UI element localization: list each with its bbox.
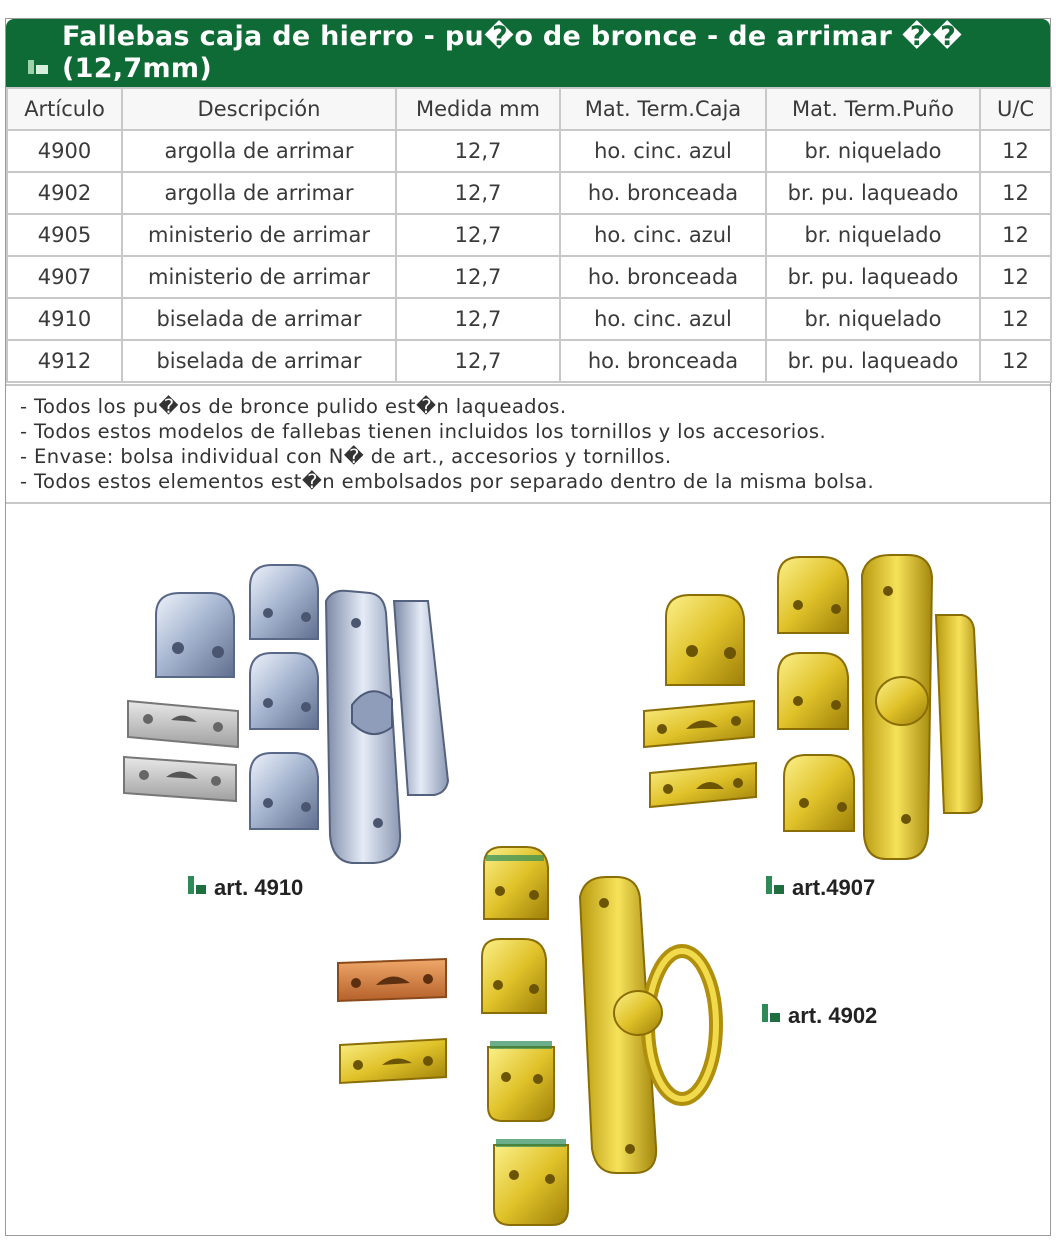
green-bullet-icon [762, 1004, 782, 1024]
table-row [7, 214, 1051, 256]
cell-descripcion: ministerio de arrimar [122, 256, 396, 298]
table-header-row [7, 88, 1051, 130]
cell-uc: 12 [980, 298, 1051, 340]
part-group-4907 [644, 555, 982, 859]
panel-title: Fallebas caja de hierro - pu�o de bronce - de arrimar �� (12,7mm) [62, 21, 963, 84]
cell-uc: 12 [980, 214, 1051, 256]
green-bullet-icon [28, 60, 50, 74]
col-header-uc: U/C [980, 88, 1051, 130]
cell-articulo: 4910 [7, 298, 122, 340]
notes-section [6, 384, 1050, 504]
cell-medida: 12,7 [396, 340, 560, 382]
product-photo [6, 505, 1050, 1235]
products-table [6, 87, 1052, 383]
table-row [7, 172, 1051, 214]
cell-uc: 12 [980, 340, 1051, 382]
cell-articulo: 4902 [7, 172, 122, 214]
table-row [7, 340, 1051, 382]
cell-medida: 12,7 [396, 214, 560, 256]
green-bullet-icon [188, 876, 208, 896]
product-illustration [6, 505, 1050, 1235]
cell-articulo: 4907 [7, 256, 122, 298]
note-line: - Envase: bolsa individual con N� de art., accesorios y tornillos. [20, 445, 672, 468]
cell-mat-puno: br. niquelado [766, 214, 980, 256]
cell-mat-caja: ho. bronceada [560, 340, 766, 382]
cell-mat-puno: br. pu. laqueado [766, 172, 980, 214]
panel-header [6, 19, 1050, 87]
green-bullet-icon [766, 876, 786, 896]
cell-descripcion: argolla de arrimar [122, 172, 396, 214]
cell-articulo: 4900 [7, 130, 122, 172]
col-header-medida: Medida mm [396, 88, 560, 130]
cell-medida: 12,7 [396, 130, 560, 172]
caption-4910 [188, 875, 303, 901]
col-header-mat-puno: Mat. Term.Puño [766, 88, 980, 130]
caption-4902 [762, 1003, 877, 1029]
note-line: - Todos estos elementos est�n embolsados por separado dentro de la misma bolsa. [20, 470, 875, 493]
cell-medida: 12,7 [396, 298, 560, 340]
cell-mat-puno: br. pu. laqueado [766, 340, 980, 382]
col-header-descripcion: Descripción [122, 88, 396, 130]
note-line: - Todos estos modelos de fallebas tienen incluidos los tornillos y los accesorios. [20, 420, 827, 443]
table-row [7, 298, 1051, 340]
cell-uc: 12 [980, 130, 1051, 172]
caption-4907-text: art.4907 [792, 875, 876, 900]
cell-mat-caja: ho. bronceada [560, 256, 766, 298]
cell-uc: 12 [980, 172, 1051, 214]
caption-4902-text: art. 4902 [788, 1003, 878, 1028]
cell-mat-caja: ho. cinc. azul [560, 214, 766, 256]
note-line: - Todos los pu�os de bronce pulido est�n laqueados. [20, 395, 567, 418]
cell-mat-caja: ho. bronceada [560, 172, 766, 214]
cell-medida: 12,7 [396, 256, 560, 298]
caption-4907 [766, 875, 875, 901]
cell-mat-puno: br. pu. laqueado [766, 256, 980, 298]
cell-mat-puno: br. niquelado [766, 298, 980, 340]
col-header-articulo: Artículo [7, 88, 122, 130]
table-row [7, 130, 1051, 172]
cell-mat-caja: ho. cinc. azul [560, 130, 766, 172]
cell-descripcion: biselada de arrimar [122, 298, 396, 340]
part-group-4910 [124, 565, 448, 863]
cell-descripcion: ministerio de arrimar [122, 214, 396, 256]
product-panel [5, 18, 1051, 1236]
cell-uc: 12 [980, 256, 1051, 298]
caption-4910-text: art. 4910 [214, 875, 304, 900]
cell-descripcion: biselada de arrimar [122, 340, 396, 382]
cell-medida: 12,7 [396, 172, 560, 214]
col-header-mat-caja: Mat. Term.Caja [560, 88, 766, 130]
table-row [7, 256, 1051, 298]
cell-mat-puno: br. niquelado [766, 130, 980, 172]
cell-articulo: 4912 [7, 340, 122, 382]
cell-descripcion: argolla de arrimar [122, 130, 396, 172]
part-group-4902 [338, 847, 716, 1225]
cell-mat-caja: ho. cinc. azul [560, 298, 766, 340]
cell-articulo: 4905 [7, 214, 122, 256]
